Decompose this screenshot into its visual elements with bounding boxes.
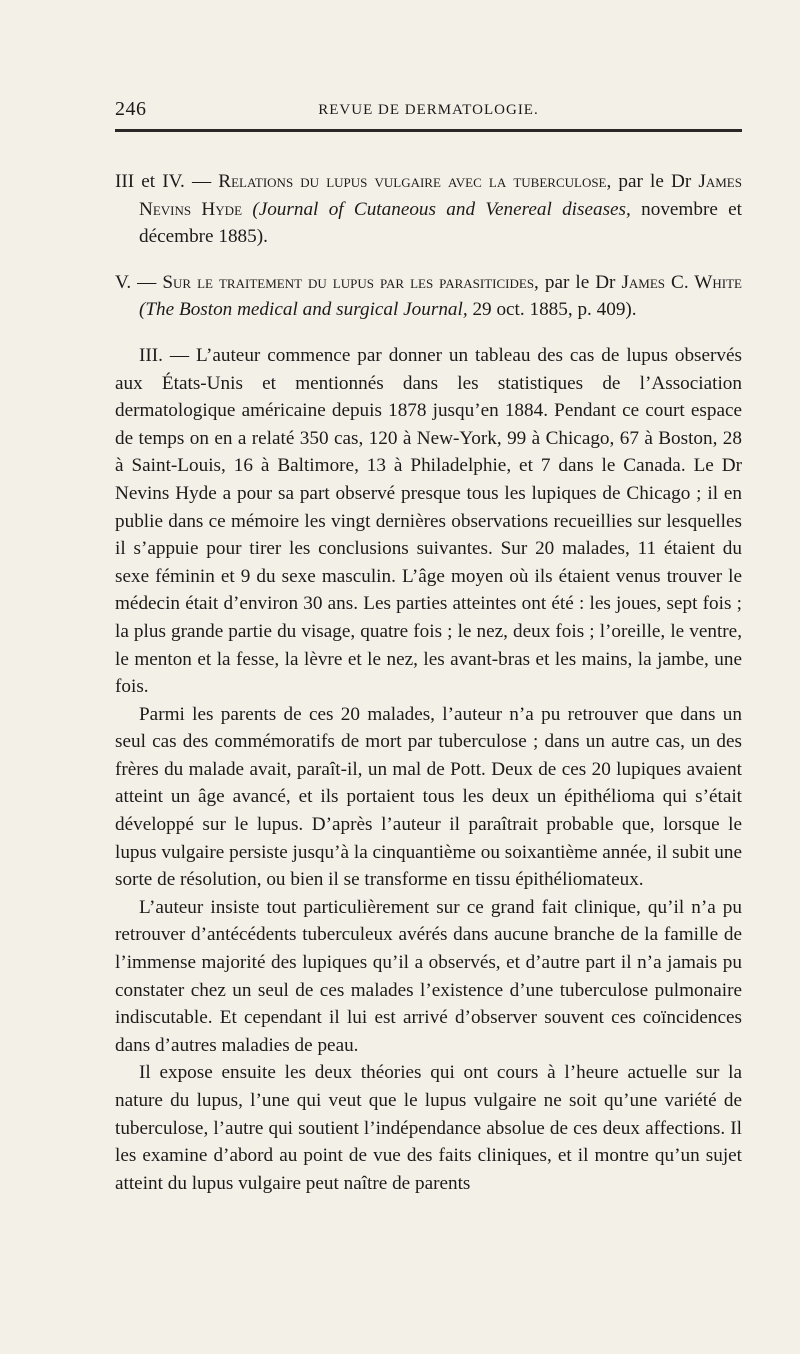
entry-date: 29 oct. 1885, p. 409). (467, 299, 637, 321)
spacer (115, 251, 742, 269)
author-prefix: Dr (595, 271, 616, 293)
page-number: 246 (115, 98, 147, 120)
paragraph: Parmi les parents de ces 20 malades, l’auteur n’a pu retrouver que dans un seul cas des commémoratifs de mort par tuberculose ; dans un autre cas, un des frères du malade avait, paraît-il, un mal de Pott. Deux de ces 20 lupiques avaient atteint un âge avancé, et ils portaient tous les deux un épithélioma qui s’était développé sur le lupus. D’après l’auteur il paraîtrait probable que, lorsque le lupus vulgaire persiste jusqu’à la cinquantième ou soixantième année, il subit une sorte de résolution, ou bien il se transforme en tissu épithéliomateux. (115, 703, 742, 891)
paragraph: Il expose ensuite les deux théories qui ont cours à l’heure actuelle sur la nature du lupus, l’une qui veut que le lupus vulgaire ne soit qu’une variété de tuberculose, l’autre qui soutient l’indépendance absolue de ces deux affections. Il les examine d’abord au point de vue des faits cliniques, et il montre qu’un sujet atteint du lupus vulgaire peut naître de parents (115, 1062, 742, 1194)
entry-number: V. (115, 271, 132, 293)
article-body (115, 168, 742, 1197)
entry-author: James C. White (615, 271, 742, 293)
entry-source: (The Boston medical and surgical Journal, (139, 299, 468, 321)
entry-number: III et IV. (115, 171, 185, 192)
entry-title: Sur le traitement du lupus par les parasiticides, (162, 271, 539, 293)
bibliographic-entry: III et IV. — Relations du lupus vulgaire avec la tuberculose, par le Dr James Nevins Hyde (Journal of Cutaneous and Venereal diseases, novembre et décembre 1885). (115, 171, 742, 248)
page-header (115, 98, 742, 124)
running-title: REVUE DE DERMATOLOGIE. (318, 102, 539, 118)
paragraph: III. — L’auteur commence par donner un tableau des cas de lupus observés aux États-Unis et mentionnés dans les statistiques de l’Association dermatologique américaine depuis 1878 jusqu’en 1884. Pendant ce court espace de temps on en a relaté 350 cas, 120 à New-York, 99 à Chicago, 67 à Boston, 28 à Saint-Louis, 16 à Baltimore, 13 à Philadelphie, et 7 dans le Canada. Le Dr Nevins Hyde a pour sa part observé presque tous les lupiques de Chicago ; il en publie dans ce mémoire les vingt dernières observations recueillies sur lesquelles il s’appuie pour tirer les conclusions suivantes. Sur 20 malades, 11 étaient du sexe féminin et 9 du sexe masculin. L’âge moyen où ils étaient venus trouver le médecin était d’environ 30 ans. Les parties atteintes ont été : les joues, sept fois ; la plus grande partie du visage, quatre fois ; le nez, deux fois ; l’oreille, le ventre, le menton et la fesse, la lèvre et le nez, les avant-bras et les mains, la jambe, une fois. (115, 344, 742, 698)
paragraph: L’auteur insiste tout particulièrement sur ce grand fait clinique, qu’il n’a pu retrouver d’antécédents tuberculeux avérés dans aucune branche de la famille de l’immense majorité des lupiques qu’il a observés, et d’autre part il n’a jamais pu constater chez un seul de ces malades l’existence d’une tuberculose pulmonaire indiscutable. Et cependant il lui est arrivé d’observer souvent ces coïncidences dans d’autres maladies de peau. (115, 896, 742, 1056)
entry-author: James Nevins Hyde (139, 171, 742, 220)
entry-source: (Journal of Cutaneous and Venereal diseases, (252, 198, 631, 220)
author-prefix: Dr (671, 171, 692, 192)
spacer (115, 324, 742, 342)
bibliographic-entry: V. — Sur le traitement du lupus par les parasiticides, par le Dr James C. White (The Boston medical and surgical Journal, 29 oct. 1885, p. 409). (115, 271, 742, 321)
entry-title: Relations du lupus vulgaire avec la tuberculose, (218, 171, 612, 192)
entry-date: novembre et décembre 1885). (139, 198, 742, 248)
header-rule (115, 129, 742, 132)
